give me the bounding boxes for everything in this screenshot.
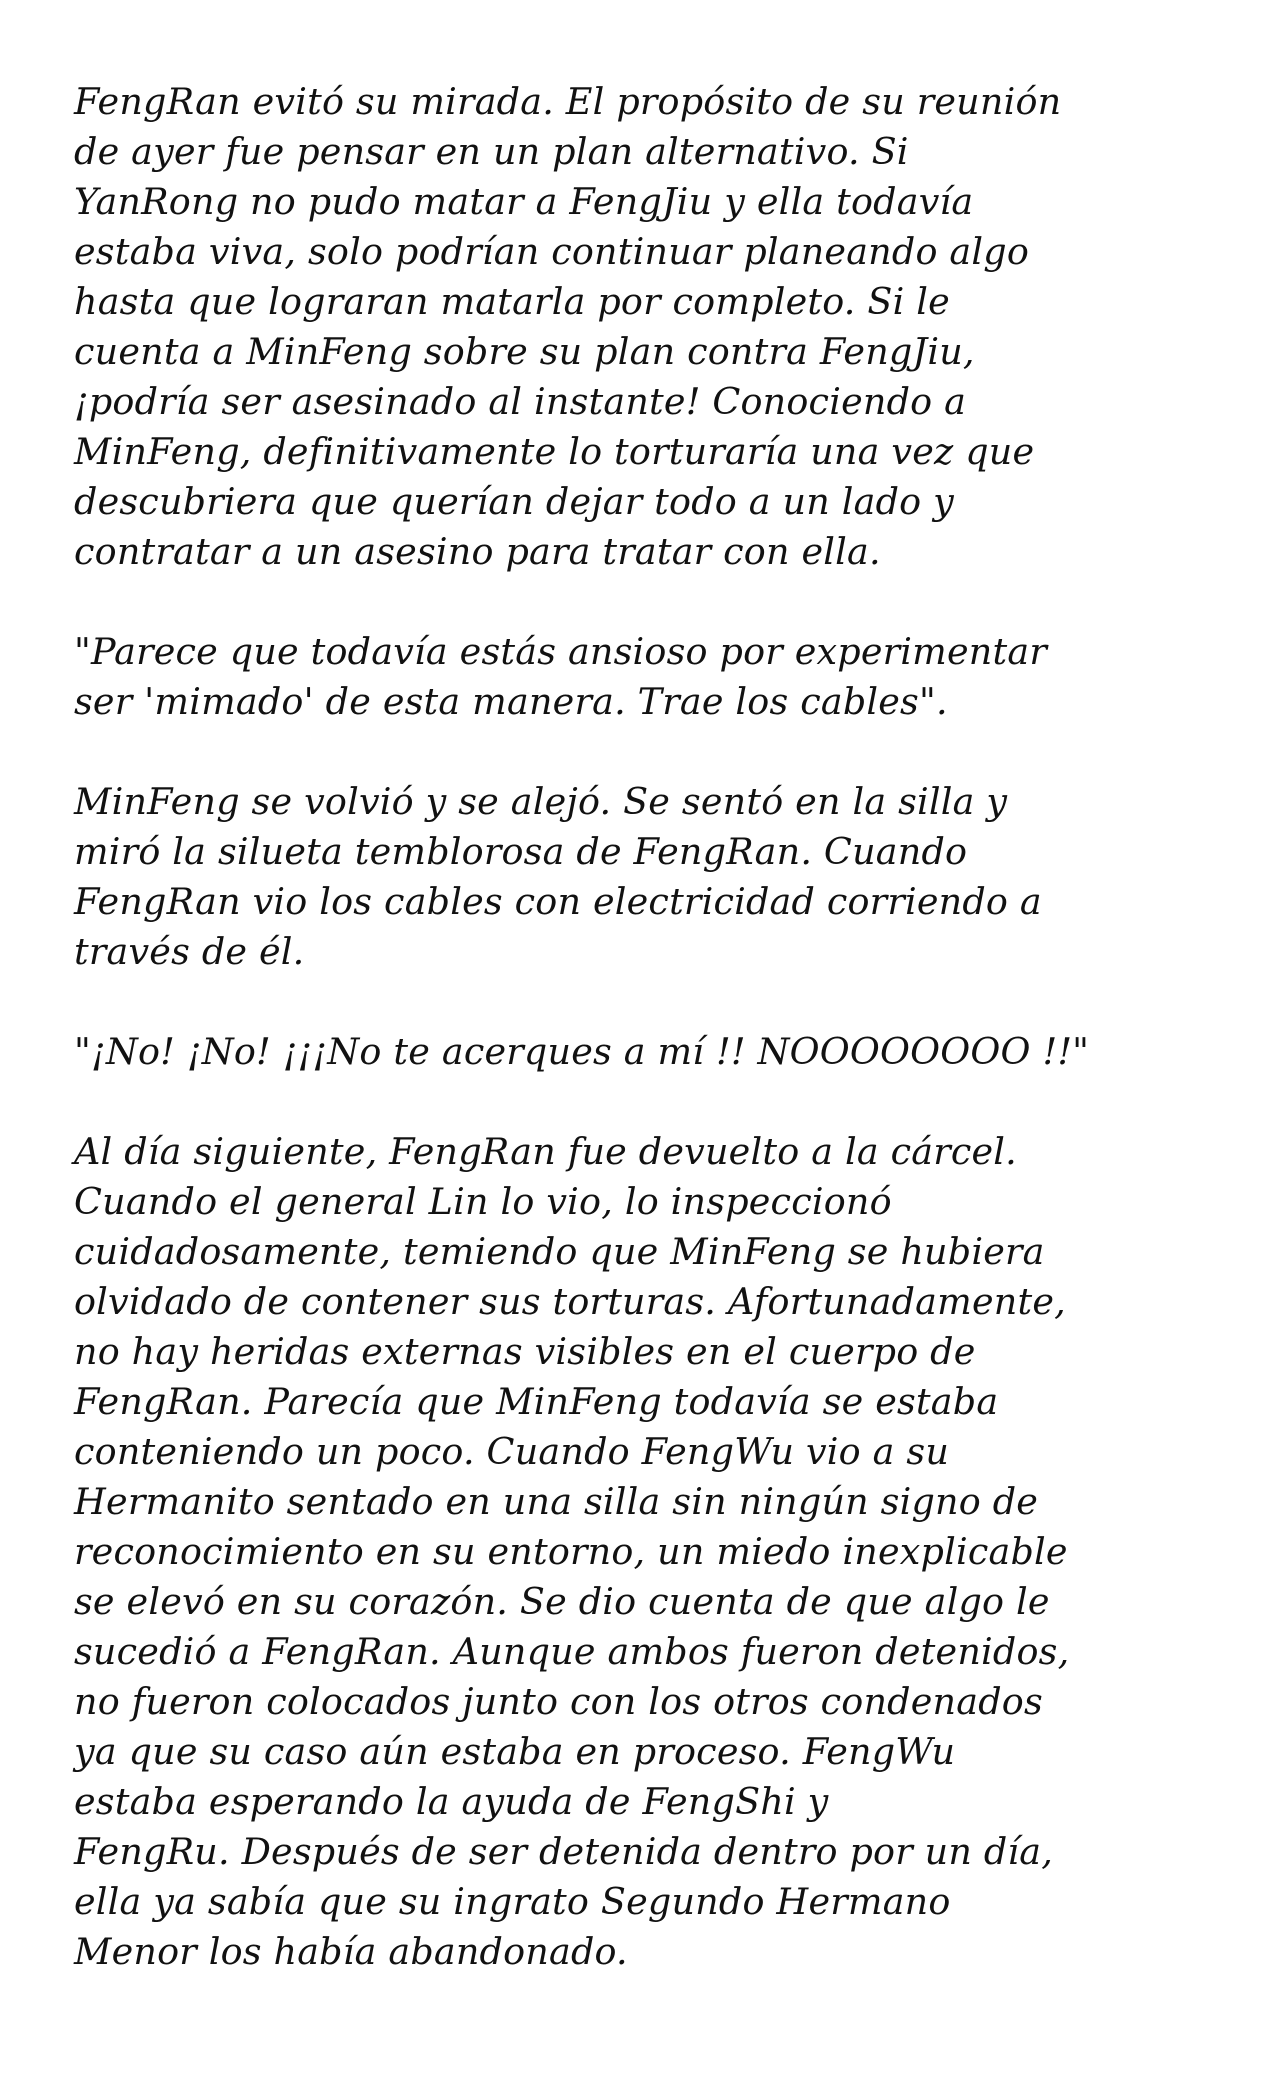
- text-line: FengRan. Parecía que MinFeng todavía se estaba: [74, 1380, 999, 1423]
- text-line: no hay heridas externas visibles en el cuerpo de: [74, 1330, 976, 1373]
- paragraph-1: [74, 77, 1214, 577]
- text-line: estaba viva, solo podrían continuar planeando algo: [74, 230, 1030, 273]
- text-line: ser 'mimado' de esta manera. Trae los cables".: [74, 680, 948, 723]
- text-line: no fueron colocados junto con los otros condenados: [74, 1680, 1043, 1723]
- text-line: "Parece que todavía estás ansioso por experimentar: [74, 630, 1047, 673]
- text-line: Menor los había abandonado.: [74, 1930, 628, 1973]
- text-line: reconocimiento en su entorno, un miedo inexplicable: [74, 1530, 1068, 1573]
- text-line: de ayer fue pensar en un plan alternativo. Si: [74, 130, 909, 173]
- text-line: miró la silueta temblorosa de FengRan. Cuando: [74, 830, 968, 873]
- text-line: sucedió a FengRan. Aunque ambos fueron detenidos,: [74, 1630, 1070, 1673]
- text-line: cuidadosamente, temiendo que MinFeng se hubiera: [74, 1230, 1045, 1273]
- text-line: MinFeng, definitivamente lo torturaría una vez que: [74, 430, 1035, 473]
- text-line: Al día siguiente, FengRan fue devuelto a la cárcel.: [74, 1130, 1017, 1173]
- text-line: Cuando el general Lin lo vio, lo inspeccionó: [74, 1180, 892, 1223]
- text-line: ya que su caso aún estaba en proceso. FengWu: [74, 1730, 956, 1773]
- text-line: hasta que lograran matarla por completo. Si le: [74, 280, 950, 323]
- paragraph-5: [74, 1127, 1214, 1977]
- text-line: "¡No! ¡No! ¡¡¡No te acerques a mí !! NOOOOOOOO !!": [74, 1030, 1090, 1073]
- paragraph-3: [74, 777, 1214, 977]
- text-line: olvidado de contener sus torturas. Afortunadamente,: [74, 1280, 1066, 1323]
- text-line: YanRong no pudo matar a FengJiu y ella todavía: [74, 180, 974, 223]
- text-line: contratar a un asesino para tratar con ella.: [74, 530, 881, 573]
- text-line: MinFeng se volvió y se alejó. Se sentó en la silla y: [74, 780, 1008, 823]
- paragraph-4: [74, 1027, 1214, 1077]
- text-line: FengRan evitó su mirada. El propósito de su reunión: [74, 80, 1062, 123]
- text-line: ¡podría ser asesinado al instante! Conociendo a: [74, 380, 967, 423]
- text-line: estaba esperando la ayuda de FengShi y: [74, 1780, 829, 1823]
- text-line: FengRan vio los cables con electricidad corriendo a: [74, 880, 1042, 923]
- text-line: través de él.: [74, 930, 305, 973]
- text-line: ella ya sabía que su ingrato Segundo Hermano: [74, 1880, 951, 1923]
- text-line: Hermanito sentado en una silla sin ningún signo de: [74, 1480, 1039, 1523]
- text-line: cuenta a MinFeng sobre su plan contra FengJiu,: [74, 330, 975, 373]
- text-line: FengRu. Después de ser detenida dentro por un día,: [74, 1830, 1054, 1873]
- text-line: conteniendo un poco. Cuando FengWu vio a su: [74, 1430, 950, 1473]
- text-line: se elevó en su corazón. Se dio cuenta de que algo le: [74, 1580, 1050, 1623]
- text-line: descubriera que querían dejar todo a un lado y: [74, 480, 954, 523]
- story-text: [74, 77, 1214, 2027]
- paragraph-2: [74, 627, 1214, 727]
